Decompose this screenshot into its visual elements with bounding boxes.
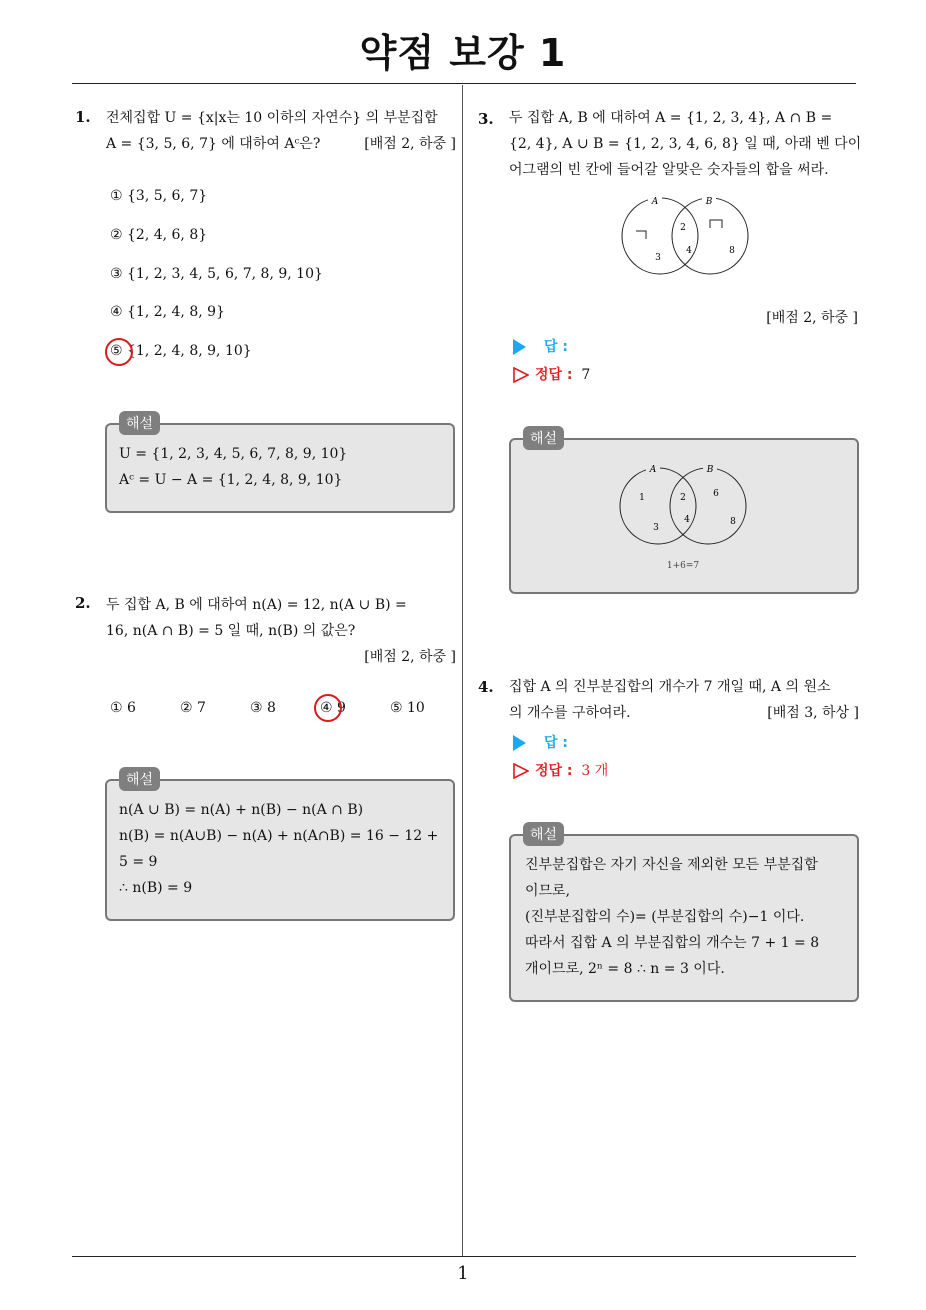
score-info: [배점 3, 하상 ] [767, 705, 859, 721]
solution-line: ∴ n(B) = 9 [119, 880, 193, 896]
venn-number: 3 [655, 253, 661, 263]
selected-answer-mark [105, 338, 133, 366]
question-number: 3. [478, 110, 494, 128]
solution-label: 해설 [119, 411, 160, 435]
question-text-line: 집합 A 의 진부분집합의 개수가 7 개일 때, A 의 원소 [509, 679, 831, 695]
venn-number: 8 [729, 246, 735, 256]
correct-answer-row [513, 760, 608, 780]
solution-line: 5 = 9 [119, 854, 158, 870]
choice-2[interactable]: ② {2, 4, 6, 8} [110, 227, 208, 243]
choice-5[interactable]: ⑤ 10 [390, 700, 425, 716]
correct-value: 7 [581, 367, 591, 383]
choice-1[interactable]: ① 6 [110, 700, 136, 716]
venn-number: 8 [730, 517, 736, 527]
venn-number: 1 [639, 493, 645, 503]
choice-3[interactable]: ③ 8 [250, 700, 276, 716]
bottom-rule [72, 1256, 856, 1257]
question-text-line: 16, n(A ∩ B) = 5 일 때, n(B) 의 값은? [106, 623, 356, 639]
solution-box [509, 827, 859, 1002]
solution-line: n(A ∪ B) = n(A) + n(B) − n(A ∩ B) [119, 802, 364, 818]
venn-number: 3 [653, 523, 659, 533]
question-text-line: A = {3, 5, 6, 7} 에 대하여 Aᶜ은? [106, 136, 321, 152]
score-info: [배점 2, 하중 ] [766, 310, 858, 326]
answer-label: 답 : [544, 735, 568, 751]
blank-box-b [710, 220, 722, 228]
answer-row [513, 732, 568, 752]
venn-number: 4 [684, 515, 690, 525]
venn-circle-b [670, 468, 746, 544]
solution-line: 따라서 집합 A 의 부분집합의 개수는 7 + 1 = 8 [525, 935, 820, 951]
blank-box-a [636, 231, 646, 239]
solution-box [105, 772, 455, 921]
page-title: 약점 보강 1 [359, 31, 567, 75]
question-text-line: 두 집합 A, B 에 대하여 n(A) = 12, n(A ∪ B) = [106, 597, 407, 613]
venn-label-a: A [651, 197, 659, 207]
solution-line: U = {1, 2, 3, 4, 5, 6, 7, 8, 9, 10} [119, 446, 348, 462]
correct-answer-row [513, 364, 590, 384]
column-divider [462, 85, 463, 1257]
page-number: 1 [457, 1263, 469, 1284]
top-rule [72, 83, 856, 84]
correct-label: 정답 : [535, 367, 573, 383]
venn-label-b: B [706, 465, 714, 475]
answer-label: 답 : [544, 339, 568, 355]
solution-label: 해설 [119, 767, 160, 791]
question-text-line: 의 개수를 구하여라. [509, 705, 631, 721]
question-text-line: 어그램의 빈 칸에 들어갈 알맞은 숫자들의 합을 써라. [509, 162, 829, 178]
answer-row [513, 336, 568, 356]
venn-diagram [608, 190, 758, 282]
venn-label-a: A [649, 465, 657, 475]
choice-3[interactable]: ③ {1, 2, 3, 4, 5, 6, 7, 8, 9, 10} [110, 266, 323, 282]
venn-circle-b [672, 198, 748, 274]
outline-arrow-icon [513, 763, 529, 779]
solution-line: 개이므로, 2ⁿ = 8 ∴ n = 3 이다. [525, 961, 725, 977]
choice-4[interactable]: ④ 9 [320, 700, 346, 716]
selected-answer-mark [314, 694, 342, 722]
solution-venn-diagram [608, 456, 758, 574]
question-text-line: 두 집합 A, B 에 대하여 A = {1, 2, 3, 4}, A ∩ B = [509, 110, 833, 126]
question-text-line: 전체집합 U = {x|x는 10 이하의 자연수} 의 부분집합 [106, 110, 438, 126]
question-number: 2. [75, 594, 91, 612]
solution-label: 해설 [523, 426, 564, 450]
solution-line: 이므로, [525, 883, 571, 899]
venn-number: 4 [686, 246, 692, 256]
solution-line: Aᶜ = U − A = {1, 2, 4, 8, 9, 10} [119, 472, 343, 488]
correct-label: 정답 : [535, 763, 573, 779]
choice-5[interactable]: ⑤ {1, 2, 4, 8, 9, 10} [110, 343, 252, 359]
correct-value: 3 개 [581, 763, 609, 779]
solution-box [509, 431, 859, 594]
venn-label-b: B [705, 197, 713, 207]
solution-label: 해설 [523, 822, 564, 846]
score-info: [배점 2, 하중 ] [364, 649, 456, 665]
solution-box [105, 416, 455, 513]
outline-arrow-icon [513, 367, 529, 383]
play-arrow-icon [513, 735, 526, 751]
question-number: 1. [75, 108, 91, 126]
choice-1[interactable]: ① {3, 5, 6, 7} [110, 188, 208, 204]
question-text-line: {2, 4}, A ∪ B = {1, 2, 3, 4, 6, 8} 일 때, 아래 벤 다이 [509, 136, 862, 152]
solution-line: n(B) = n(A∪B) − n(A) + n(A∩B) = 16 − 12 + [119, 828, 439, 844]
choice-2[interactable]: ② 7 [180, 700, 206, 716]
venn-number: 2 [680, 223, 686, 233]
solution-line: 진부분집합은 자기 자신을 제외한 모든 부분집합 [525, 857, 818, 873]
choice-4[interactable]: ④ {1, 2, 4, 8, 9} [110, 304, 225, 320]
question-number: 4. [478, 678, 494, 696]
score-info: [배점 2, 하중 ] [364, 136, 456, 152]
venn-number: 6 [713, 489, 719, 499]
venn-caption: 1+6=7 [666, 561, 700, 571]
solution-line: (진부분집합의 수)= (부분집합의 수)−1 이다. [525, 909, 805, 925]
venn-number: 2 [680, 493, 686, 503]
play-arrow-icon [513, 339, 526, 355]
